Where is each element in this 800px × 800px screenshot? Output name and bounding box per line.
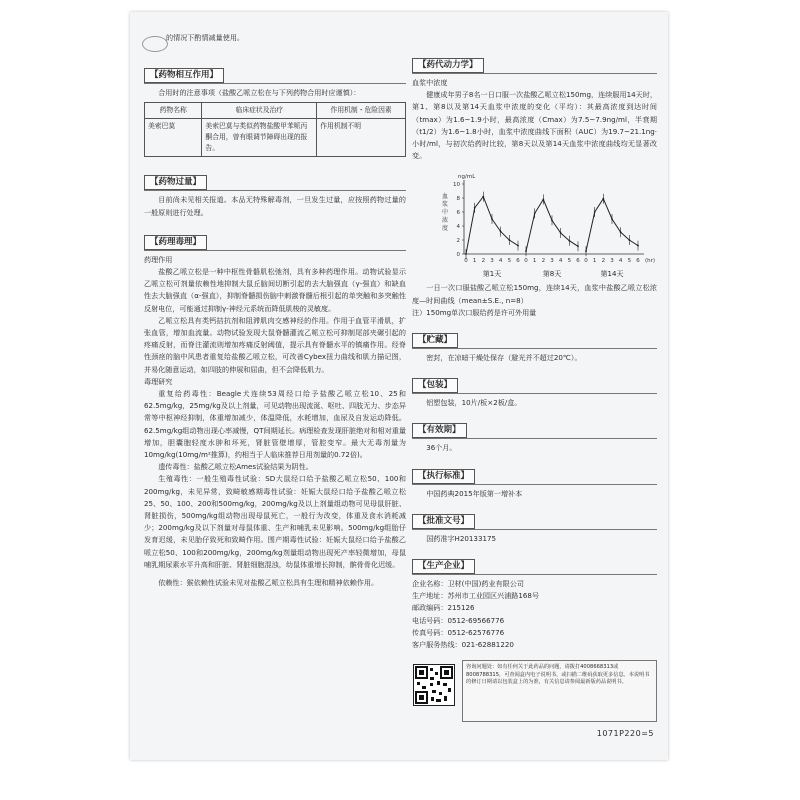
data-point xyxy=(568,240,570,242)
right-column xyxy=(412,52,657,651)
pharmacology-subheading: 药理作用 xyxy=(144,254,173,264)
chart-caption: 一日一次口服盐酸乙哌立松150mg，连续14天，血浆中盐酸乙哌立松浓度—时间曲线（mean±S.E., n=8） xyxy=(412,283,657,305)
x-tick-label: 6 xyxy=(636,258,640,265)
panel-label: 第8天 xyxy=(542,270,562,279)
storage-text: 密封，在凉暗干燥处保存（避光并不超过20℃）。 xyxy=(426,353,582,363)
data-point xyxy=(560,233,562,235)
pk-text: 健康成年男子8名一日口服一次盐酸乙哌立松150mg，连续服用14天时，第1、第8以及第14天血浆中浓度的变化（平均）：其最高浓度到达时间（tmax）为1.6~1.9小时，最高浓度（Cmax）为7.5~7.9ng/ml，半衰期（t1/2）为1.6~1.8小时，血浆中浓度曲线下面积（AUC）为19.7~21.1ng·小时/ml，与初次给药时比较，第8天以及第14天血浆中浓度曲线均无显著改变。 xyxy=(412,90,657,161)
data-point xyxy=(534,213,536,215)
data-point xyxy=(465,254,467,256)
y-axis-label-char: 浆 xyxy=(442,201,449,209)
x-unit-label: (hr) xyxy=(645,258,656,265)
x-tick-label: 4 xyxy=(618,258,623,265)
table-header: 作用机制・危险因素 xyxy=(317,103,406,119)
pharmacology-paragraph: 乙哌立松具有类钙拮抗剂和阻滞肌肉交感神经的作用。作用于血管平滑肌，扩张血管，增加血流量。动物试验发现大鼠脊髓灌流乙哌立松可抑制尾部夹碾引起的疼痛反射，而脊注灌流则增加疼痛反射阈值，提示具有脊髓水平的镇痛作用。经脊性颈痉的脑中风患者重复给盐酸乙哌立松，可改善Cybex扭力曲线和肌力描记图，并易化随意运动，如四肢的伸展和屈曲，但不会降低肌力。 xyxy=(144,315,406,374)
table-header-row xyxy=(145,103,406,119)
x-tick-label: 4 xyxy=(558,258,563,265)
toxicology-section xyxy=(144,229,406,589)
panel-label: 第14天 xyxy=(600,270,624,279)
standard-heading: 【执行标准】 xyxy=(412,469,475,484)
maker-section xyxy=(412,553,657,651)
qr-code xyxy=(413,664,455,706)
data-point xyxy=(551,220,553,222)
x-tick-label: 6 xyxy=(576,258,580,265)
table-header: 药物名称 xyxy=(145,103,202,119)
data-point xyxy=(637,245,639,247)
approval-text: 国药准字H20133175 xyxy=(426,533,497,543)
standard-text: 中国药典2015年版第一增补本 xyxy=(426,488,523,498)
validity-heading: 【有效期】 xyxy=(412,423,467,438)
pk-subheading: 血浆中浓度 xyxy=(412,78,448,87)
interaction-table xyxy=(144,102,406,157)
y-tick-label: 6 xyxy=(456,210,460,217)
maker-row: 传真号码：0512-62576776 xyxy=(412,627,505,637)
package-section xyxy=(412,372,657,409)
approval-heading: 【批准文号】 xyxy=(412,514,475,529)
data-point xyxy=(525,251,527,253)
series-line xyxy=(586,199,638,252)
table-row xyxy=(145,119,406,157)
x-tick-label: 6 xyxy=(516,258,520,265)
toxicology-paragraph: 生殖毒性：一般生殖毒性试验：SD大鼠经口给予盐酸乙哌立松50、100和200mg/kg，未见异常，致畸敏感期毒性试验：妊娠大鼠经口给予盐酸乙哌立松25、50、100、200和500mg/kg，200mg/kg及以上剂量组动物可见母鼠肝脏、肾脏损伤，500mg/kg组动物出现母鼠死亡，一般行为改变，体重及食水消耗减少；200mg/kg及以下剂量对母鼠体重、生产和哺乳未见影响。500mg/kg组胎仔发育迟缓，未见胎仔致死和致畸作用。围产期毒性试验：妊娠大鼠经口给予盐酸乙哌立松50、100和200mg/kg，200mg/kg剂量组动物出现死产率轻微增加，母鼠哺乳期尿素水平升高和肝脏、肾脏细胞混浊，幼鼠体重增长抑制，髌骨骨化迟缓。 xyxy=(144,474,406,569)
pk-chart-svg xyxy=(412,166,657,278)
pk-section xyxy=(412,52,657,162)
maker-row: 生产地址：苏州市工业园区兴浦路168号 xyxy=(412,591,540,601)
interaction-heading: 【药物相互作用】 xyxy=(144,68,224,83)
maker-row: 客户服务热线：021-62881220 xyxy=(412,640,514,650)
maker-row: 企业名称：卫材(中国)药业有限公司 xyxy=(412,579,524,589)
table-cell: 美索巴莫 xyxy=(145,119,202,157)
y-tick-label: 0 xyxy=(456,252,460,259)
y-axis-label-char: 度 xyxy=(442,225,449,233)
y-axis-label-char: 中 xyxy=(442,209,449,217)
table-cell: 作用机制不明 xyxy=(317,119,406,157)
x-tick-label: 2 xyxy=(601,258,606,265)
pk-chart xyxy=(412,166,657,282)
x-tick-label: 1 xyxy=(472,258,477,265)
intro-line: 的情况下酌情减量使用。 xyxy=(166,33,245,42)
interaction-intro: 合用时的注意事项（盐酸乙哌立松在与下列药物合用时应谨慎）： xyxy=(158,88,361,98)
toxicology-paragraph: 依赖性：猴依赖性试验未见对盐酸乙哌立松具有生理和精神依赖作用。 xyxy=(158,578,379,588)
toxicology-subheading: 毒理研究 xyxy=(144,376,173,386)
x-tick-label: 3 xyxy=(490,258,494,265)
document-code: 1071P220=5 xyxy=(596,729,654,738)
data-point xyxy=(500,231,502,233)
table-cell: 美索巴莫与类似药物盐酸甲苯哌丙酮合用，曾有眼调节障碍出现的报告。 xyxy=(202,119,317,157)
data-point xyxy=(611,219,613,221)
data-point xyxy=(628,240,630,242)
data-point xyxy=(602,198,604,200)
maker-row: 邮政编码：215126 xyxy=(412,603,475,613)
x-tick-label: 5 xyxy=(567,258,572,265)
y-unit-label: ng/mL xyxy=(458,174,476,181)
consultation-box: 咨询问题处：如有任何关于此药品的问题，请拨打4008668313或8008788315，可查阅盒内电子说明书，或扫描二维码获取更多信息。本说明书的修订日期请以包装盒上的为准，有关信息请参阅最新版药品说明书。 xyxy=(462,660,657,722)
toxicology-heading: 【药理毒理】 xyxy=(144,235,207,250)
pharmacology-paragraph: 盐酸乙哌立松是一种中枢性骨骼肌松弛剂，具有多种药理作用。动物试验显示乙哌立松可剂量依赖性地抑制大鼠丘脑间切断引起的去大脑强直（γ-强直）和缺血性去大脑强直（α-强直），抑制脊髓损伤脑中刺激脊髓后根引起的单突触和多突触性反射电位，可能通过抑制γ-神经元系统而降低肌梭的灵敏度。 xyxy=(144,267,406,313)
x-tick-label: 1 xyxy=(592,258,597,265)
data-point xyxy=(542,199,544,201)
y-axis-label-char: 血 xyxy=(442,193,449,201)
x-tick-label: 4 xyxy=(498,258,503,265)
data-point xyxy=(585,251,587,253)
left-column xyxy=(144,32,406,589)
maker-row: 电话号码：0512-69566776 xyxy=(412,615,505,625)
toxicology-paragraph: 遗传毒性：盐酸乙哌立松Ames试验结果为阴性。 xyxy=(158,462,313,472)
storage-section xyxy=(412,327,657,364)
x-tick-label: 3 xyxy=(550,258,554,265)
y-tick-label: 4 xyxy=(456,224,460,231)
x-tick-label: 1 xyxy=(532,258,537,265)
y-axis-label-char: 浓 xyxy=(442,217,449,225)
maker-heading: 【生产企业】 xyxy=(412,559,475,574)
x-tick-label: 0 xyxy=(464,258,468,265)
x-tick-label: 0 xyxy=(584,258,588,265)
data-point xyxy=(594,212,596,214)
storage-heading: 【贮藏】 xyxy=(412,333,458,348)
data-point xyxy=(491,219,493,221)
x-tick-label: 0 xyxy=(524,258,528,265)
x-tick-label: 2 xyxy=(481,258,486,265)
interaction-section xyxy=(144,62,406,157)
y-tick-label: 2 xyxy=(456,238,460,245)
overdose-section xyxy=(144,169,406,218)
data-point xyxy=(508,240,510,242)
overdose-text: 目前尚未见相关报道。本品无特殊解毒剂，一旦发生过量，应按照药物过量的一般原则进行处理。 xyxy=(144,195,406,217)
pk-heading: 【药代动力学】 xyxy=(412,58,484,73)
validity-section xyxy=(412,417,657,454)
chart-note: 注）150mg单次口服给药是许可外用量 xyxy=(412,307,537,317)
toxicology-paragraph: 重复给药毒性：Beagle犬连续53周经口给予盐酸乙哌立松10、25和62.5mg/kg，25mg/kg及以上剂量，可见动物出现流涎、呕吐、四肢无力、步态异常等中枢神经抑制，体重增加减少，体温降低，水耗增加，血尿及自发运动降低。62.5mg/kg组动物出现心率减慢，QT间期延长。病理检查发现肝脏绝对和相对重量增加，胆囊胞轻度水肿和坏死，肾脏管壁增厚，管腔变窄。最大无毒剂量为10mg/kg(10mg/m²推算)，约相当于人临床推荐日用剂量的0.72倍)。 xyxy=(144,389,406,460)
data-point xyxy=(517,245,519,247)
x-tick-label: 5 xyxy=(627,258,632,265)
y-tick-label: 10 xyxy=(453,182,460,189)
data-point xyxy=(482,196,484,198)
validity-text: 36个月。 xyxy=(426,443,457,453)
package-heading: 【包装】 xyxy=(412,378,458,393)
table-header: 临床症状及治疗 xyxy=(202,103,317,119)
leaflet-page xyxy=(130,12,668,760)
x-tick-label: 5 xyxy=(507,258,512,265)
data-point xyxy=(474,207,476,209)
approval-section xyxy=(412,508,657,545)
y-tick-label: 8 xyxy=(456,196,460,203)
overdose-heading: 【药物过量】 xyxy=(144,175,207,190)
data-point xyxy=(620,232,622,234)
x-tick-label: 2 xyxy=(541,258,546,265)
data-point xyxy=(577,246,579,248)
standard-section xyxy=(412,463,657,500)
package-text: 铝塑包装，10片/板×2板/盒。 xyxy=(426,398,522,408)
panel-label: 第1天 xyxy=(482,270,502,279)
series-line xyxy=(466,197,518,254)
qr-code-icon xyxy=(414,665,454,705)
x-tick-label: 3 xyxy=(610,258,614,265)
